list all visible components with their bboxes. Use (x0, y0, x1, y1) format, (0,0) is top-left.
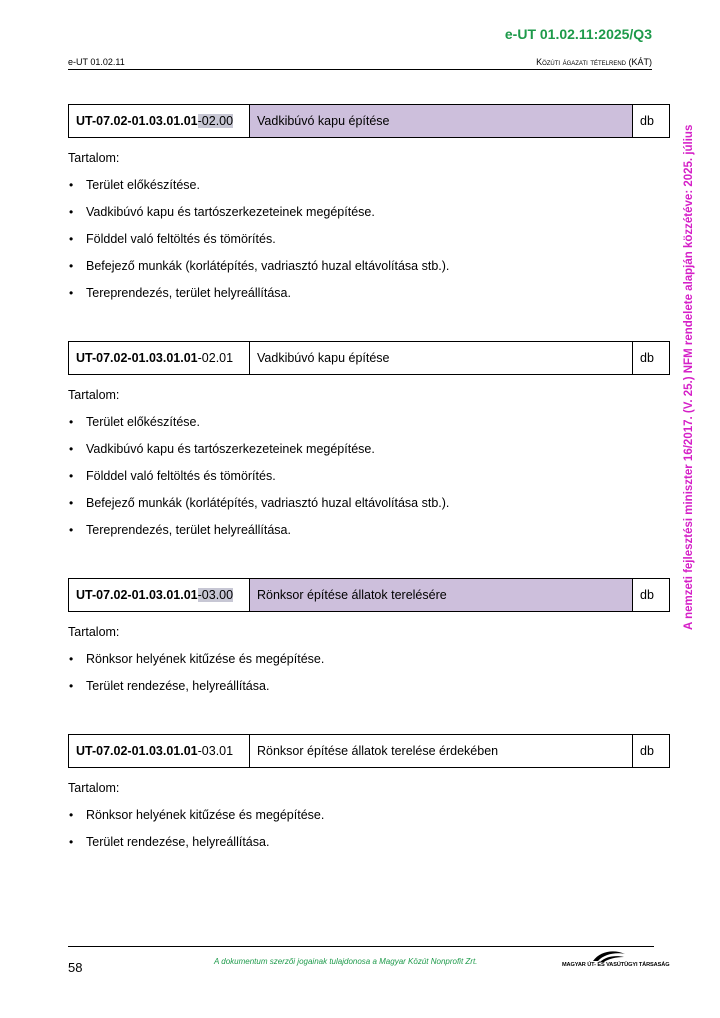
list-item-text: Tereprendezés, terület helyreállítása. (86, 286, 291, 300)
list-item (68, 652, 670, 668)
document-code: e-UT 01.02.11:2025/Q3 (504, 26, 652, 42)
list-item (68, 496, 670, 512)
bullet-icon: • (69, 652, 74, 666)
content-list (68, 652, 670, 695)
list-item (68, 259, 670, 275)
item-code-prefix: UT-07.02-01.03.01.01 (76, 114, 198, 128)
item-header-table (68, 104, 670, 138)
item-code-prefix: UT-07.02-01.03.01.01 (76, 351, 198, 365)
list-item-text: Vadkibúvó kapu és tartószerkezeteinek megépítése. (86, 205, 375, 219)
item-code-suffix: -02.00 (197, 114, 234, 128)
list-item (68, 469, 670, 485)
item-description: Vadkibúvó kapu építése (250, 342, 633, 375)
table-row (69, 735, 670, 768)
item-description: Rönksor építése állatok terelése érdekében (250, 735, 633, 768)
list-item-text: Földdel való feltöltés és tömörítés. (86, 469, 276, 483)
running-header (68, 57, 652, 70)
list-item-text: Tereprendezés, terület helyreállítása. (86, 523, 291, 537)
table-row (69, 342, 670, 375)
item-unit: db (633, 105, 670, 138)
bullet-icon: • (69, 232, 74, 246)
bullet-icon: • (69, 835, 74, 849)
item-code (69, 735, 250, 768)
bullet-icon: • (69, 205, 74, 219)
footer-divider (68, 946, 654, 947)
item-header-table (68, 578, 670, 612)
item-description: Vadkibúvó kapu építése (250, 105, 633, 138)
bullet-icon: • (69, 259, 74, 273)
list-item (68, 178, 670, 194)
bullet-icon: • (69, 286, 74, 300)
side-note-text: A nemzeti fejlesztési miniszter 16/2017. (V. 25.) NFM rendelete alapján közzétéve: 2025. július (683, 124, 695, 630)
list-item-text: Terület rendezése, helyreállítása. (86, 835, 270, 849)
page-number: 58 (68, 960, 83, 975)
list-item-text: Terület előkészítése. (86, 178, 200, 192)
list-item-text: Terület előkészítése. (86, 415, 200, 429)
list-item-text: Rönksor helyének kitűzése és megépítése. (86, 652, 325, 666)
item-code-prefix: UT-07.02-01.03.01.01 (76, 588, 198, 602)
item-code-suffix: -03.00 (197, 588, 234, 602)
bullet-icon: • (69, 496, 74, 510)
item-code-suffix: -03.01 (197, 744, 234, 758)
list-item (68, 808, 670, 824)
item-description: Rönksor építése állatok terelésére (250, 579, 633, 612)
list-item-text: Befejező munkák (korlátépítés, vadriasztó huzal eltávolítása stb.). (86, 259, 450, 273)
item-block (68, 734, 670, 851)
list-item (68, 205, 670, 221)
item-block (68, 341, 670, 539)
list-item (68, 232, 670, 248)
running-header-left: e-UT 01.02.11 (68, 57, 125, 67)
list-item (68, 415, 670, 431)
list-item (68, 679, 670, 695)
table-row (69, 579, 670, 612)
list-item-text: Vadkibúvó kapu és tartószerkezeteinek megépítése. (86, 442, 375, 456)
list-item (68, 523, 670, 539)
item-unit: db (633, 735, 670, 768)
item-header-table (68, 341, 670, 375)
logo-text: MAGYAR ÚT- ÉS VASÚTÜGYI TÁRSASÁG (562, 962, 670, 968)
item-header-table (68, 734, 670, 768)
copyright-notice: A dokumentum szerzői jogainak tulajdonosa a Magyar Közút Nonprofit Zrt. (214, 957, 478, 966)
item-unit: db (633, 579, 670, 612)
content-label: Tartalom: (68, 151, 120, 165)
content-list (68, 178, 670, 302)
item-block (68, 578, 670, 695)
content-label: Tartalom: (68, 388, 120, 402)
bullet-icon: • (69, 808, 74, 822)
bullet-icon: • (69, 679, 74, 693)
item-code-suffix: -02.01 (197, 351, 234, 365)
list-item-text: Terület rendezése, helyreállítása. (86, 679, 270, 693)
content-list (68, 415, 670, 539)
bullet-icon: • (69, 442, 74, 456)
item-code (69, 579, 250, 612)
side-publication-note (682, 96, 696, 630)
bullet-icon: • (69, 469, 74, 483)
bullet-icon: • (69, 178, 74, 192)
content-label: Tartalom: (68, 781, 120, 795)
item-block (68, 104, 670, 302)
content-label: Tartalom: (68, 625, 120, 639)
bullet-icon: • (69, 415, 74, 429)
list-item-text: Rönksor helyének kitűzése és megépítése. (86, 808, 325, 822)
content-list (68, 808, 670, 851)
running-header-right: Közúti ágazati tételrend (KÁT) (536, 57, 652, 67)
list-item (68, 835, 670, 851)
list-item (68, 442, 670, 458)
bullet-icon: • (69, 523, 74, 537)
item-unit: db (633, 342, 670, 375)
list-item-text: Földdel való feltöltés és tömörítés. (86, 232, 276, 246)
list-item-text: Befejező munkák (korlátépítés, vadriasztó huzal eltávolítása stb.). (86, 496, 450, 510)
item-code-prefix: UT-07.02-01.03.01.01 (76, 744, 198, 758)
item-code (69, 342, 250, 375)
company-logo (562, 949, 670, 971)
item-code (69, 105, 250, 138)
list-item (68, 286, 670, 302)
logo-swoosh-icon (592, 949, 626, 963)
table-row (69, 105, 670, 138)
